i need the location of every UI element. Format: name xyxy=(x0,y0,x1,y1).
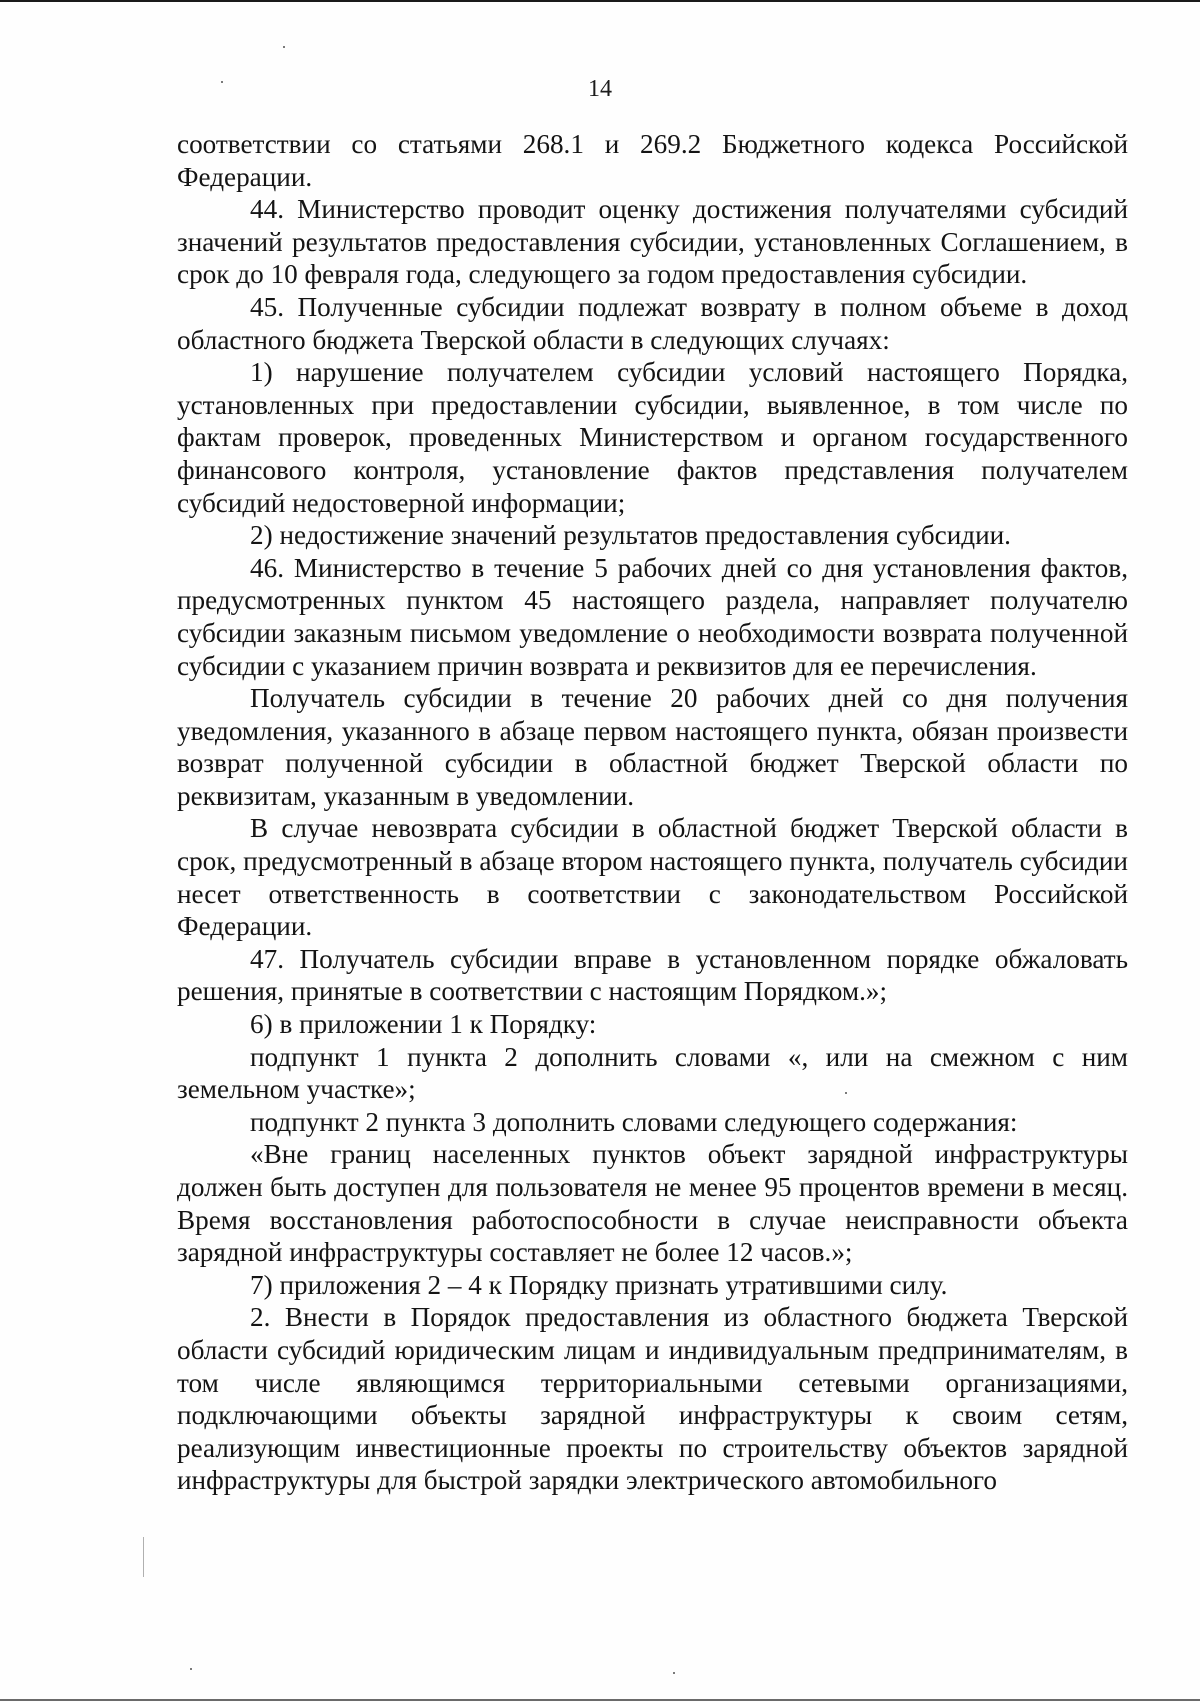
scan-edge-top xyxy=(0,0,1200,2)
document-paragraph: В случае невозврата субсидии в областной бюджет Тверской области в срок, предусмотренный в абзаце втором настоящего пункта, получатель субсидии несет ответственность в соответствии с законодательством Российской Федерации. xyxy=(177,813,1128,942)
document-body xyxy=(177,128,1128,1497)
document-paragraph: 7) приложения 2 – 4 к Порядку признать утратившими силу. xyxy=(250,1269,948,1300)
scan-speck xyxy=(673,1672,675,1674)
document-paragraph: 45. Полученные субсидии подлежат возврату в полном объеме в доход областного бюджета Тверской области в следующих случаях: xyxy=(177,291,1128,355)
document-paragraph: 47. Получатель субсидии вправе в установленном порядке обжаловать решения, принятые в соответствии с настоящим Порядком.»; xyxy=(177,943,1128,1007)
document-paragraph: подпункт 1 пункта 2 дополнить словами «, или на смежном с ним земельном участке»; xyxy=(177,1041,1128,1105)
scan-speck xyxy=(190,1668,192,1670)
document-paragraph: 2) недостижение значений результатов предоставления субсидии. xyxy=(250,520,1011,551)
document-paragraph: «Вне границ населенных пунктов объект зарядной инфраструктуры должен быть доступен для пользователя не менее 95 процентов времени в месяц. Время восстановления работоспособности в случае неисправности объекта зарядной инфраструктуры составляет не более 12 часов.»; xyxy=(177,1139,1128,1268)
scan-speck xyxy=(283,46,285,48)
scan-speck xyxy=(143,1537,144,1577)
document-paragraph: 1) нарушение получателем субсидии условий настоящего Порядка, установленных при предоставлении субсидии, выявленное, в том числе по фактам проверок, проведенных Министерством и органом государственного финансового контроля, установление фактов представления получателем субсидий недостоверной информации; xyxy=(177,357,1128,518)
document-paragraph: Получатель субсидии в течение 20 рабочих дней со дня получения уведомления, указанного в абзаце первом настоящего пункта, обязан произвести возврат полученной субсидии в областной бюджет Тверской области по реквизитам, указанным в уведомлении. xyxy=(177,683,1128,811)
page-number: 14 xyxy=(588,76,612,102)
scan-edge-bottom xyxy=(0,1699,1200,1701)
document-paragraph: 2. Внести в Порядок предоставления из областного бюджета Тверской области субсидий юридическим лицам и индивидуальным предпринимателям, в том числе являющимся территориальными сетевыми организациями, подключающими объекты зарядной инфраструктуры к своим сетям, реализующим инвестиционные проекты по строительству объектов зарядной инфраструктуры для быстрой зарядки электрического автомобильного xyxy=(177,1302,1128,1496)
document-paragraph: 44. Министерство проводит оценку достижения получателями субсидий значений результатов предоставления субсидии, установленных Соглашением, в срок до 10 февраля года, следующего за годом предоставления субсидии. xyxy=(177,194,1128,290)
document-paragraph: соответствии со статьями 268.1 и 269.2 Бюджетного кодекса Российской Федерации. xyxy=(177,129,1128,192)
document-paragraph: подпункт 2 пункта 3 дополнить словами следующего содержания: xyxy=(250,1106,1018,1137)
document-paragraph: 46. Министерство в течение 5 рабочих дней со дня установления фактов, предусмотренных пунктом 45 настоящего раздела, направляет получателю субсидии заказным письмом уведомление о необходимости возврата полученной субсидии с указанием причин возврата и реквизитов для ее перечисления. xyxy=(177,552,1128,681)
document-paragraph: 6) в приложении 1 к Порядку: xyxy=(250,1009,597,1040)
